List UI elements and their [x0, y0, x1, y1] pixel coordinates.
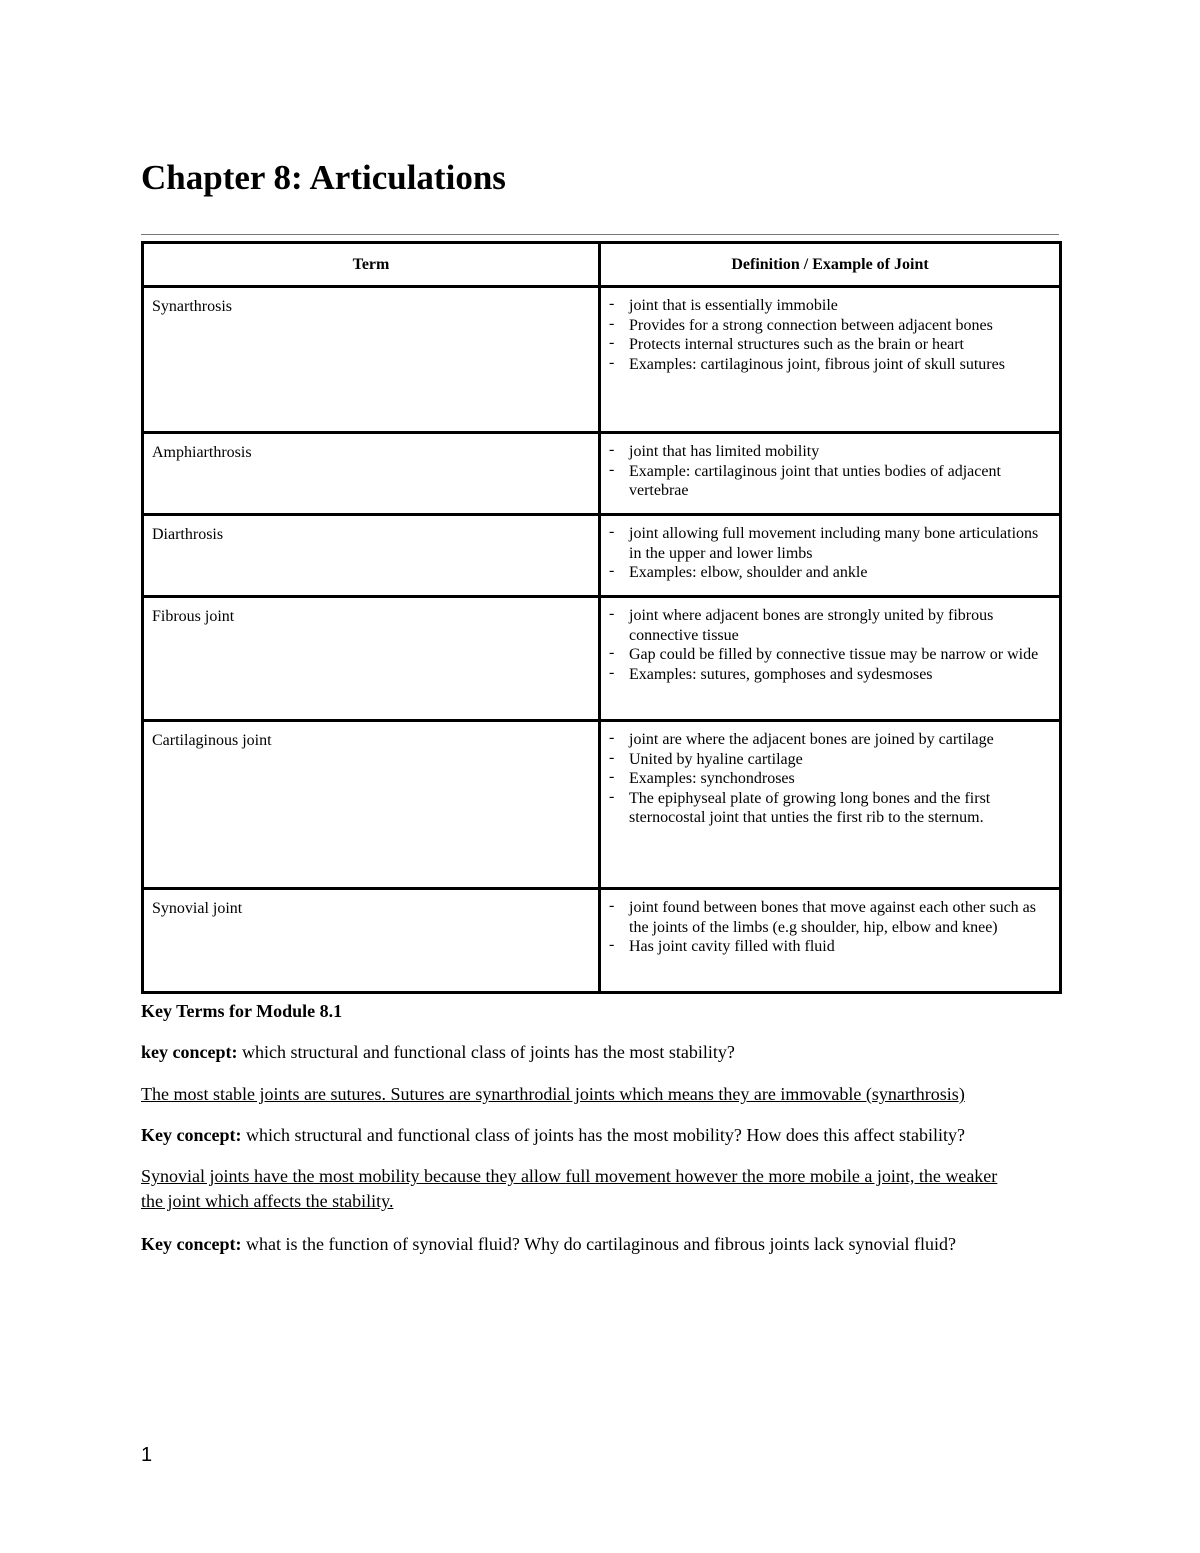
page-title: Chapter 8: Articulations: [141, 158, 506, 197]
key-concept-question-3: [141, 1232, 1061, 1257]
definition-list: [609, 442, 1051, 501]
definition-item: - United by hyaline cartilage: [629, 750, 1051, 770]
definition-item: - joint are where the adjacent bones are joined by cartilage: [629, 730, 1051, 750]
key-concept-question-1: [141, 1040, 1061, 1065]
table-header-row: [143, 243, 1061, 287]
definition-item: - Examples: elbow, shoulder and ankle: [629, 563, 1051, 583]
definition-list: [609, 524, 1051, 583]
term-cell: Amphiarthrosis: [143, 433, 600, 515]
definition-item: - The epiphyseal plate of growing long bones and the first sternocostal joint that unties the first rib to the sternum.: [629, 789, 1051, 828]
term-cell: Cartilaginous joint: [143, 721, 600, 889]
key-concept-question-2: [141, 1123, 1061, 1148]
definition-item: - Examples: cartilaginous joint, fibrous joint of skull sutures: [629, 355, 1051, 375]
table-row: [143, 889, 1061, 993]
definition-cell: [600, 597, 1061, 721]
term-cell: Fibrous joint: [143, 597, 600, 721]
definition-cell: [600, 889, 1061, 993]
title-divider: [141, 234, 1059, 235]
term-cell: Diarthrosis: [143, 515, 600, 597]
definition-item: - Has joint cavity filled with fluid: [629, 937, 1051, 957]
key-concept-answer-1: The most stable joints are sutures. Sutures are synarthrodial joints which means they are immovable (synarthrosis): [141, 1084, 965, 1104]
term-cell: Synarthrosis: [143, 287, 600, 433]
definition-list: [609, 296, 1051, 374]
definition-item: - joint found between bones that move against each other such as the joints of the limbs (e.g shoulder, hip, elbow and knee): [629, 898, 1051, 937]
definition-item: - Protects internal structures such as the brain or heart: [629, 335, 1051, 355]
key-concept-label: Key concept:: [141, 1125, 242, 1145]
column-header-definition: Definition / Example of Joint: [600, 243, 1061, 287]
table-row: [143, 597, 1061, 721]
definition-item: - Examples: sutures, gomphoses and sydesmoses: [629, 665, 1051, 685]
key-terms-heading: Key Terms for Module 8.1: [141, 1001, 343, 1021]
key-concept-label: Key concept:: [141, 1234, 242, 1254]
page-number: 1: [141, 1444, 153, 1466]
definition-item: - joint that has limited mobility: [629, 442, 1051, 462]
key-concept-text: which structural and functional class of joints has the most stability?: [237, 1042, 735, 1062]
key-concept-text: which structural and functional class of joints has the most mobility? How does this affect stability?: [241, 1125, 965, 1145]
table-row: [143, 721, 1061, 889]
articulations-table: [141, 241, 1062, 994]
definition-item: - Example: cartilaginous joint that unties bodies of adjacent vertebrae: [629, 462, 1051, 501]
definition-item: - Provides for a strong connection between adjacent bones: [629, 316, 1051, 336]
key-concept-answer-2: Synovial joints have the most mobility because they allow full movement however the more mobile a joint, the weaker the joint which affects the stability.: [141, 1166, 998, 1211]
column-header-term: Term: [143, 243, 600, 287]
table-row: [143, 287, 1061, 433]
table-row: [143, 515, 1061, 597]
term-cell: Synovial joint: [143, 889, 600, 993]
definition-item: - Examples: synchondroses: [629, 769, 1051, 789]
definition-cell: [600, 287, 1061, 433]
key-concept-text: what is the function of synovial fluid? Why do cartilaginous and fibrous joints lack synovial fluid?: [241, 1234, 957, 1254]
definition-list: [609, 606, 1051, 684]
definition-item: - joint that is essentially immobile: [629, 296, 1051, 316]
definition-list: [609, 730, 1051, 828]
definition-cell: [600, 433, 1061, 515]
definition-list: [609, 898, 1051, 957]
definition-cell: [600, 721, 1061, 889]
table-row: [143, 433, 1061, 515]
definition-item: - joint where adjacent bones are strongly united by fibrous connective tissue: [629, 606, 1051, 645]
definition-item: - joint allowing full movement including many bone articulations in the upper and lower limbs: [629, 524, 1051, 563]
definition-item: - Gap could be filled by connective tissue may be narrow or wide: [629, 645, 1051, 665]
definition-cell: [600, 515, 1061, 597]
key-concept-label: key concept:: [141, 1042, 238, 1062]
